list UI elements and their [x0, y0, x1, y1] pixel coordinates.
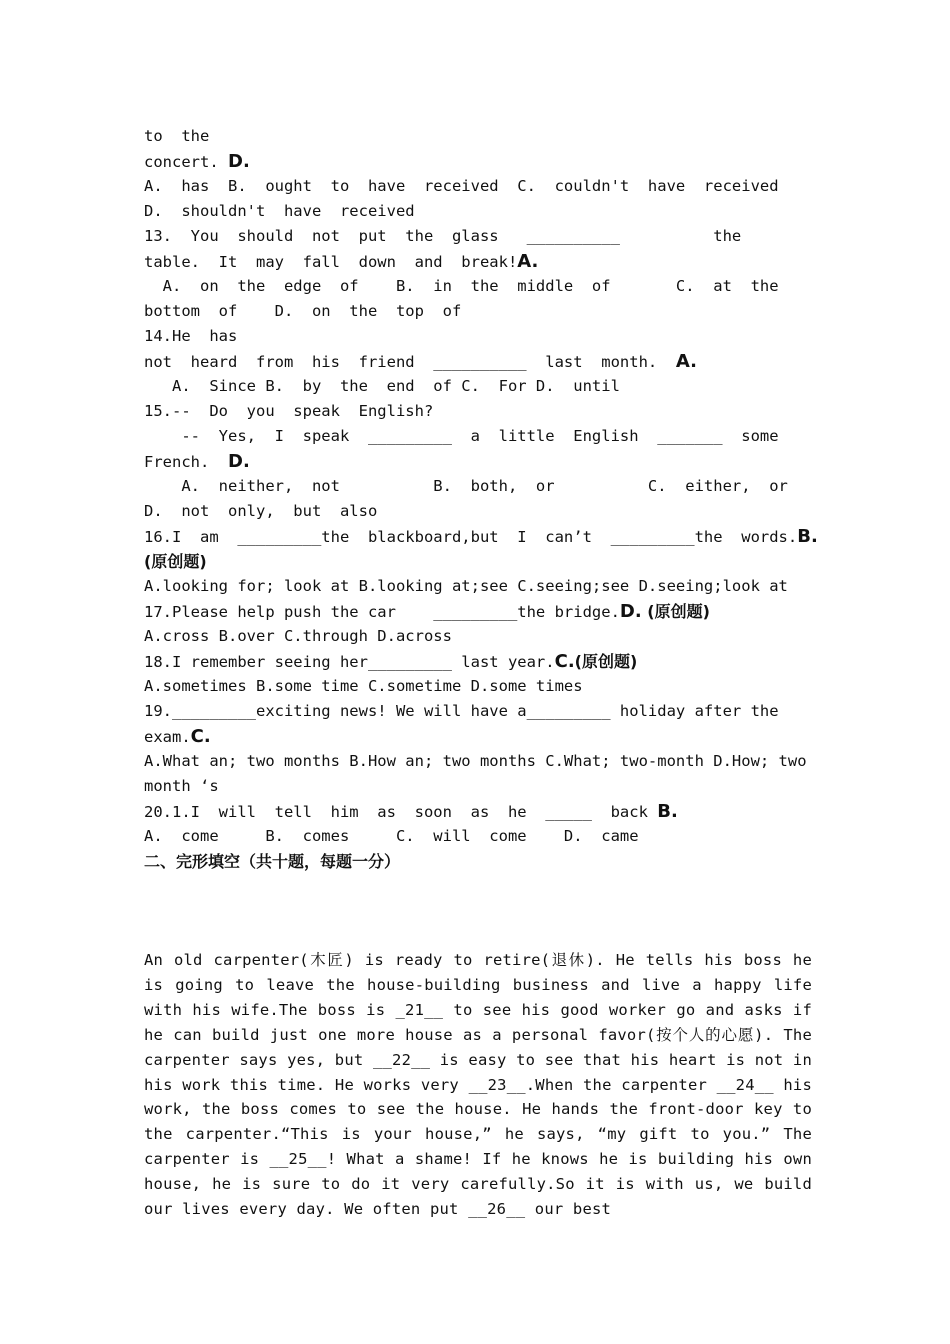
cloze-passage-text: An old carpenter(木匠) is ready to retire(退休). He tells his boss he is going to leave the house-building business and live a happy life with his wife.The boss is _21__ to see his good worker go and asks if he can build just one more house as a personal favor(按个人的心愿). The carpenter says yes, but __22__ is easy to see that his heart is not in his work this time. He works very __23__.When the carpenter __24__ his work, the boss comes to see the house. He hands the front-door key to the carpenter.“This is your house,” he says, “my gift to you.” The carpenter is __25__! What a shame! If he knows he is building his own house, he is sure to do it very carefully.So it is with us, we build our lives every day. We often put __26__ our best — [144, 951, 812, 1219]
text-line — [144, 174, 812, 199]
text-line — [144, 399, 812, 424]
note-text: 二、完形填空（共十题，每题一分） — [144, 852, 401, 871]
text-line — [144, 549, 812, 574]
text-line — [144, 374, 812, 399]
text-line — [144, 724, 812, 749]
text-line — [144, 349, 812, 374]
answer-key: D. — [619, 601, 642, 622]
line-text: exam. — [144, 728, 191, 746]
answer-key: C. — [554, 651, 575, 672]
answer-key: A. — [675, 351, 698, 372]
text-line — [144, 299, 812, 324]
text-line — [144, 124, 812, 149]
note-text: (原创题) — [144, 552, 207, 571]
text-line — [144, 524, 818, 549]
line-text: month ‘s — [144, 777, 219, 795]
line-text: D. not only, but also — [144, 502, 378, 520]
text-line — [144, 499, 812, 524]
question-list — [144, 124, 818, 874]
line-text: -- Yes, I speak _________ a little English _______ some — [144, 427, 779, 445]
text-line — [144, 774, 812, 799]
text-line — [144, 449, 812, 474]
line-text: to the — [144, 127, 210, 145]
line-text: 18.I remember seeing her_________ last year. — [144, 653, 555, 671]
line-text: French. — [144, 453, 228, 471]
line-text: A. on the edge of B. in the middle of C. at the — [144, 277, 779, 295]
line-text: D. shouldn't have received — [144, 202, 415, 220]
note-text: (原创题) — [641, 602, 710, 621]
line-text: bottom of D. on the top of — [144, 302, 462, 320]
text-line — [144, 799, 812, 824]
line-text: A. Since B. by the end of C. For D. until — [144, 377, 620, 395]
line-text: 20.1.I will tell him as soon as he _____ back — [144, 803, 658, 821]
line-text: 16.I am _________the blackboard,but I can’t _________the words. — [144, 528, 798, 546]
answer-key: D. — [228, 451, 250, 472]
line-text: 15.-- Do you speak English? — [144, 402, 434, 420]
line-text: 13. You should not put the glass __________ the — [144, 227, 742, 245]
line-text: A. come B. comes C. will come D. came — [144, 827, 639, 845]
line-text: A.looking for; look at B.looking at;see C.seeing;see D.seeing;look at — [144, 577, 788, 595]
text-line — [144, 224, 812, 249]
text-line — [144, 674, 812, 699]
text-line — [144, 199, 812, 224]
text-line — [144, 474, 812, 499]
note-text: (原创题) — [574, 652, 638, 671]
line-text: 17.Please help push the car _________the bridge. — [144, 603, 620, 621]
answer-key: B. — [657, 801, 678, 822]
text-line — [144, 849, 812, 874]
line-text: A. neither, not B. both, or C. either, or — [144, 477, 788, 495]
text-line — [144, 424, 812, 449]
line-text: 14.He has — [144, 327, 238, 345]
text-line — [144, 824, 812, 849]
answer-key: D. — [228, 151, 250, 172]
text-line — [144, 599, 812, 624]
answer-key: B. — [797, 526, 818, 547]
line-text: 19._________exciting news! We will have a_________ holiday after the — [144, 702, 779, 720]
line-text: not heard from his friend __________ last month. — [144, 353, 676, 371]
answer-key: C. — [190, 726, 211, 747]
line-text: A.What an; two months B.How an; two months C.What; two-month D.How; two — [144, 752, 807, 770]
line-text: table. It may fall down and break! — [144, 253, 518, 271]
text-line — [144, 274, 812, 299]
cloze-passage — [144, 948, 812, 1222]
text-line — [144, 574, 812, 599]
text-line — [144, 699, 812, 724]
text-line — [144, 324, 812, 349]
text-line — [144, 624, 812, 649]
text-line — [144, 149, 812, 174]
line-text: A.cross B.over C.through D.across — [144, 627, 452, 645]
text-line — [144, 249, 812, 274]
line-text: A. has B. ought to have received C. couldn't have received — [144, 177, 779, 195]
line-text: concert. — [144, 153, 228, 171]
line-text: A.sometimes B.some time C.sometime D.some times — [144, 677, 583, 695]
text-line — [144, 749, 812, 774]
document-page — [144, 124, 818, 1222]
answer-key: A. — [517, 251, 539, 272]
text-line — [144, 649, 812, 674]
